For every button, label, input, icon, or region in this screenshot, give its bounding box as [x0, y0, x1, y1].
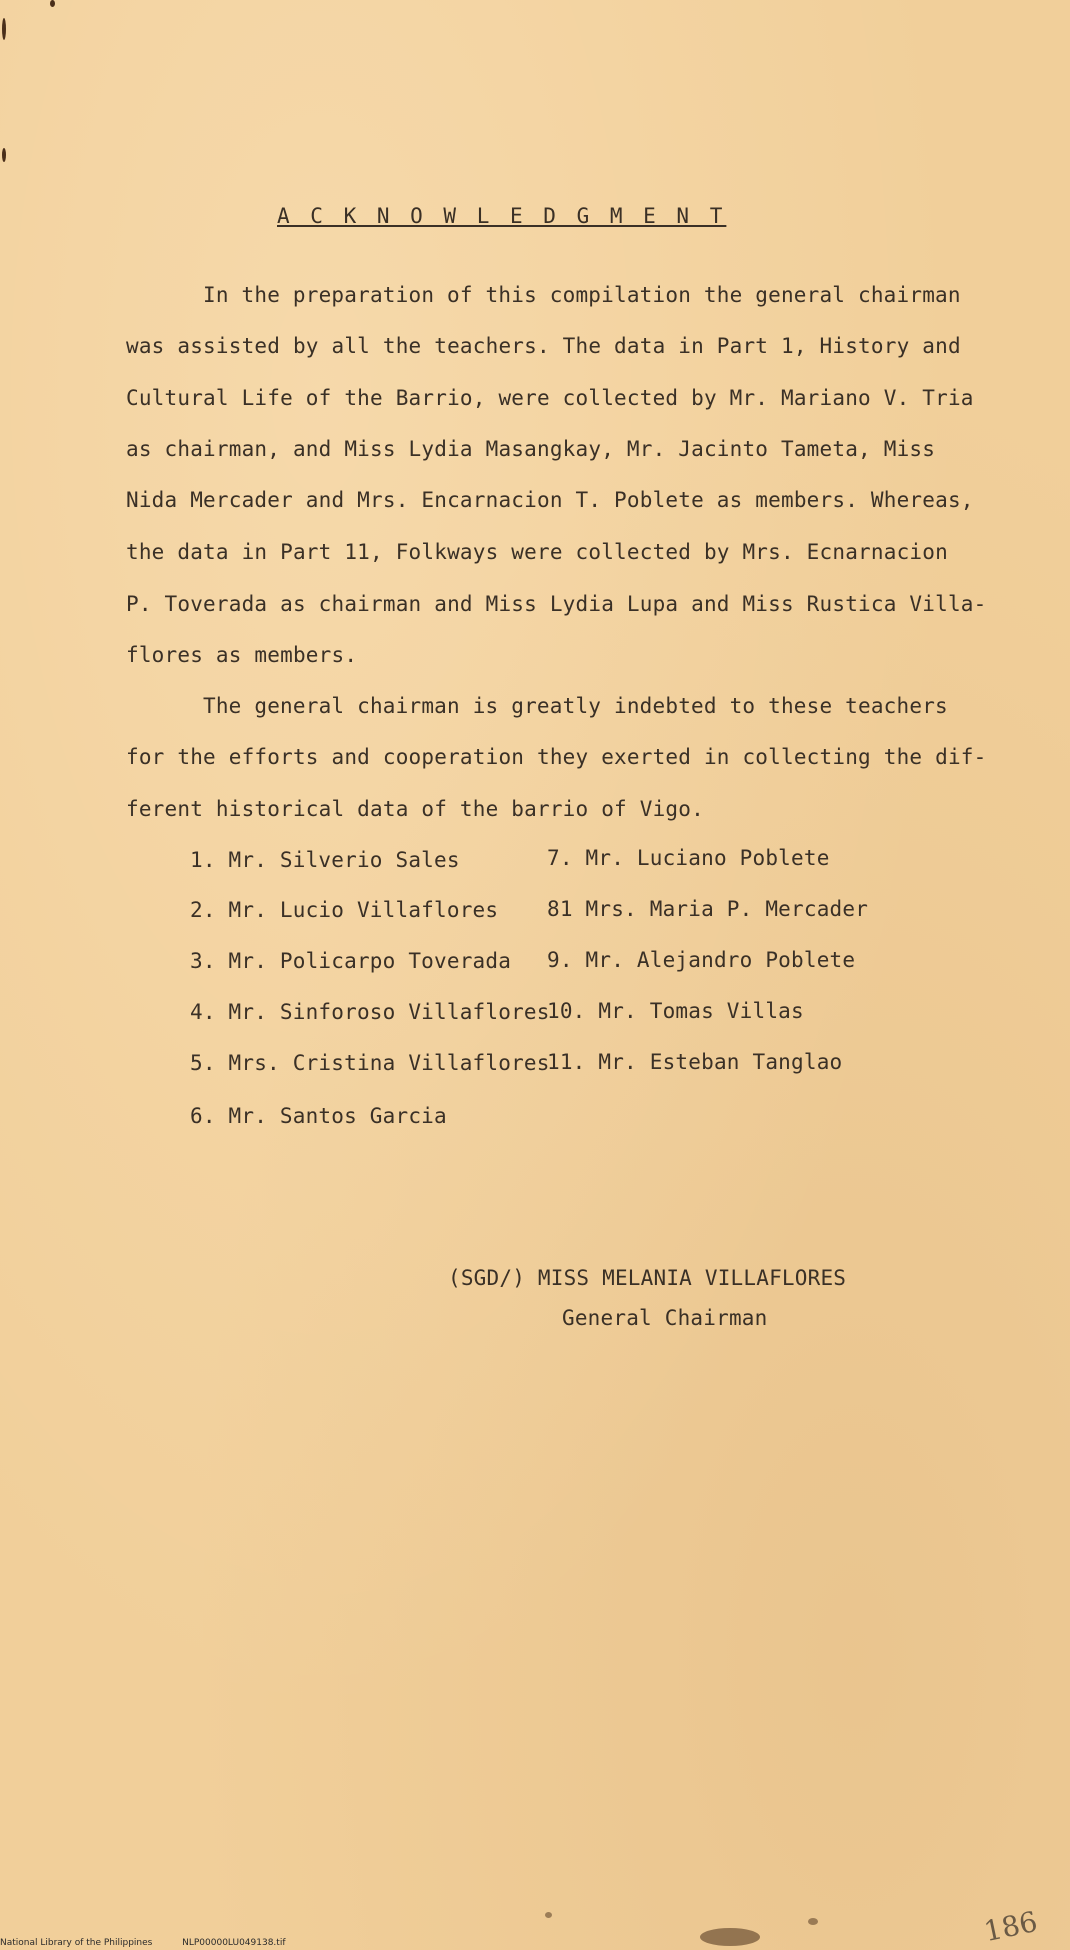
paragraph-line: was assisted by all the teachers. The data in Part 1, History and — [126, 334, 961, 358]
page-number: 186 — [981, 1904, 1041, 1949]
teacher-list-item: 4. Mr. Sinforoso Villaflores — [190, 1000, 550, 1024]
stain-mark — [545, 1912, 552, 1918]
teacher-list-item: 11. Mr. Esteban Tanglao — [547, 1050, 843, 1074]
paragraph-line: In the preparation of this compilation the general chairman — [203, 283, 961, 307]
signature: (SGD/) MISS MELANIA VILLAFLORES — [448, 1266, 847, 1290]
stain-mark — [808, 1918, 818, 1925]
teacher-list-item: 81 Mrs. Maria P. Mercader — [547, 897, 869, 921]
footer-library: National Library of the Philippines — [0, 1938, 153, 1948]
paragraph-line: the data in Part 11, Folkways were collected by Mrs. Ecnarnacion — [126, 540, 948, 564]
teacher-list-item: 2. Mr. Lucio Villaflores — [190, 898, 499, 922]
paragraph-line: Nida Mercader and Mrs. Encarnacion T. Poblete as members. Whereas, — [126, 488, 974, 512]
stain-mark — [700, 1928, 760, 1946]
paragraph-line: P. Toverada as chairman and Miss Lydia Lupa and Miss Rustica Villa- — [126, 592, 987, 616]
teacher-list-item: 1. Mr. Silverio Sales — [190, 848, 460, 872]
stain-mark — [2, 18, 6, 40]
teacher-list-item: 7. Mr. Luciano Poblete — [547, 846, 830, 870]
document-title: A C K N O W L E D G M E N T — [277, 204, 727, 228]
teacher-list-item: 3. Mr. Policarpo Toverada — [190, 949, 512, 973]
teacher-list-item: 10. Mr. Tomas Villas — [547, 999, 804, 1023]
scan-footer — [0, 1938, 285, 1948]
stain-mark — [50, 0, 55, 7]
paragraph-line: flores as members. — [126, 643, 358, 667]
footer-file: NLP00000LU049138.tif — [182, 1938, 286, 1948]
signature-title: General Chairman — [562, 1306, 768, 1330]
stain-mark — [2, 148, 6, 162]
paragraph-line: The general chairman is greatly indebted to these teachers — [203, 694, 948, 718]
teacher-list-item: 5. Mrs. Cristina Villaflores — [190, 1051, 550, 1075]
teacher-list-item: 9. Mr. Alejandro Poblete — [547, 948, 856, 972]
paragraph-line: as chairman, and Miss Lydia Masangkay, Mr. Jacinto Tameta, Miss — [126, 437, 936, 461]
paragraph-line: for the efforts and cooperation they exerted in collecting the dif- — [126, 745, 987, 769]
paragraph-line: ferent historical data of the barrio of Vigo. — [126, 797, 704, 821]
teacher-list-item: 6. Mr. Santos Garcia — [190, 1104, 447, 1128]
paragraph-line: Cultural Life of the Barrio, were collected by Mr. Mariano V. Tria — [126, 386, 974, 410]
